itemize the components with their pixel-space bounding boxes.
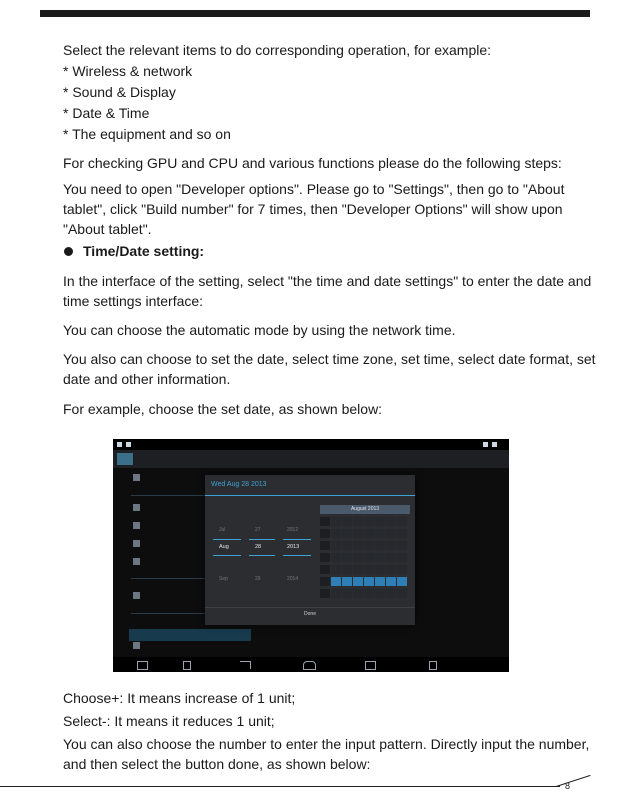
- divider: [205, 607, 415, 608]
- calendar-cell[interactable]: [397, 589, 407, 598]
- calendar-cell[interactable]: [353, 577, 363, 586]
- calendar-cell[interactable]: [342, 541, 352, 550]
- paragraph: In the interface of the setting, select "the time and date settings" to enter the date and time settings interface:: [63, 273, 592, 309]
- calendar-cell[interactable]: [331, 541, 341, 550]
- year-selected[interactable]: 2013: [287, 544, 300, 550]
- date-picker-dialog: [205, 475, 415, 625]
- footer-rule-slant: [556, 775, 591, 787]
- calendar-cell[interactable]: [342, 577, 352, 586]
- calendar-cell[interactable]: [331, 529, 341, 538]
- lock-icon: [133, 522, 140, 529]
- calendar-cell[interactable]: [375, 553, 385, 562]
- developer-options-text: You need to open "Developer options". Please go to "Settings", then go to "About tablet", click "Build number" for 7 times, then "Developer Options" will show upon "About tablet".: [63, 181, 565, 237]
- calendar-cell[interactable]: [386, 577, 396, 586]
- calendar-cell[interactable]: [386, 589, 396, 598]
- calendar-cell[interactable]: [364, 589, 374, 598]
- calendar-cell[interactable]: [397, 553, 407, 562]
- example-item: * The equipment and so on: [63, 126, 231, 142]
- month-next[interactable]: Sep: [219, 576, 228, 582]
- calendar-cell[interactable]: [353, 553, 363, 562]
- wifi-icon: [483, 442, 488, 447]
- calendar-cell[interactable]: [375, 541, 385, 550]
- footer-rule: [0, 786, 560, 787]
- calendar-cell[interactable]: [342, 565, 352, 574]
- divider: [283, 555, 311, 556]
- calendar-cell[interactable]: [320, 541, 330, 550]
- intro-text: Select the relevant items to do corresponding operation, for example:: [63, 42, 492, 58]
- volume-down-icon[interactable]: [183, 661, 191, 670]
- calendar-cell[interactable]: [364, 529, 374, 538]
- page-number: 8: [565, 781, 571, 791]
- year-next[interactable]: 2014: [287, 576, 299, 582]
- paragraph: You also can choose to set the date, select time zone, set time, select date format, set date and other information.: [63, 351, 596, 387]
- divider: [283, 539, 311, 540]
- calendar: [320, 505, 410, 605]
- tablet-screenshot: [113, 439, 509, 672]
- calendar-cell[interactable]: [320, 517, 330, 526]
- calendar-cell[interactable]: [342, 589, 352, 598]
- calendar-cell[interactable]: [331, 517, 341, 526]
- back-icon[interactable]: [240, 661, 251, 669]
- screenshot-icon[interactable]: [137, 661, 148, 670]
- calendar-cell[interactable]: [353, 541, 363, 550]
- calendar-cell[interactable]: [397, 517, 407, 526]
- settings-icon: [117, 453, 133, 465]
- calendar-cell[interactable]: [320, 577, 330, 586]
- paragraph: You can also choose the number to enter the input pattern. Directly input the number, and then select the button done, as shown below:: [63, 736, 590, 772]
- calendar-cell[interactable]: [375, 565, 385, 574]
- notification-icon: [126, 442, 131, 447]
- apps-icon: [133, 474, 140, 481]
- paragraph: Choose+: It means increase of 1 unit;: [63, 690, 296, 706]
- calendar-cell[interactable]: [364, 517, 374, 526]
- divider: [213, 555, 241, 556]
- example-item: * Sound & Display: [63, 84, 176, 100]
- calendar-cell[interactable]: [364, 553, 374, 562]
- calendar-cell[interactable]: [386, 529, 396, 538]
- calendar-cell[interactable]: [397, 577, 407, 586]
- calendar-cell[interactable]: [386, 517, 396, 526]
- divider: [205, 495, 415, 496]
- calendar-cell[interactable]: [397, 565, 407, 574]
- settings-app-bar: [113, 450, 509, 468]
- calendar-cell[interactable]: [386, 553, 396, 562]
- calendar-cell[interactable]: [375, 589, 385, 598]
- location-icon: [133, 504, 140, 511]
- calendar-cell[interactable]: [397, 541, 407, 550]
- calendar-cell[interactable]: [342, 517, 352, 526]
- calendar-cell[interactable]: [320, 565, 330, 574]
- calendar-cell[interactable]: [375, 517, 385, 526]
- day-prev[interactable]: 27: [255, 527, 261, 533]
- header-rule: [40, 10, 590, 17]
- calendar-cell[interactable]: [331, 565, 341, 574]
- bullet-icon: [64, 247, 73, 256]
- calendar-cell[interactable]: [375, 577, 385, 586]
- divider: [213, 539, 241, 540]
- calendar-cell[interactable]: [331, 553, 341, 562]
- paragraph: Select-: It means it reduces 1 unit;: [63, 713, 275, 729]
- calendar-cell[interactable]: [364, 577, 374, 586]
- divider: [249, 539, 275, 540]
- calendar-cell[interactable]: [353, 517, 363, 526]
- divider: [249, 555, 275, 556]
- accessibility-icon: [133, 642, 140, 649]
- sidebar-item-date-time-active[interactable]: [129, 629, 251, 641]
- backup-icon: [133, 558, 140, 565]
- home-icon[interactable]: [303, 661, 316, 670]
- done-button[interactable]: Done: [304, 611, 316, 617]
- notification-icon: [117, 442, 122, 447]
- day-next[interactable]: 29: [255, 576, 261, 582]
- calendar-cell[interactable]: [320, 529, 330, 538]
- calendar-cell[interactable]: [353, 565, 363, 574]
- month-prev[interactable]: Jul: [219, 527, 226, 533]
- calendar-cell[interactable]: [353, 529, 363, 538]
- calendar-cell[interactable]: [353, 589, 363, 598]
- calendar-cell[interactable]: [375, 529, 385, 538]
- month-selected[interactable]: Aug: [219, 544, 229, 550]
- section-heading: Time/Date setting:: [83, 243, 205, 259]
- calendar-month: August 2013: [320, 505, 410, 514]
- calendar-cell[interactable]: [331, 589, 341, 598]
- calendar-cell[interactable]: [386, 565, 396, 574]
- calendar-cell[interactable]: [364, 565, 374, 574]
- calendar-cell[interactable]: [320, 553, 330, 562]
- add-account-icon: [133, 592, 140, 599]
- year-prev[interactable]: 2012: [287, 527, 299, 533]
- calendar-cell[interactable]: [320, 589, 330, 598]
- volume-up-icon[interactable]: [429, 661, 437, 670]
- calendar-cell[interactable]: [342, 553, 352, 562]
- calendar-cell[interactable]: [331, 577, 341, 586]
- language-icon: [133, 540, 140, 547]
- gpu-cpu-text: For checking GPU and CPU and various functions please do the following steps:: [63, 155, 562, 171]
- paragraph: You can choose the automatic mode by using the network time.: [63, 322, 456, 338]
- example-item: * Date & Time: [63, 105, 150, 121]
- status-bar: [113, 439, 509, 450]
- calendar-cell[interactable]: [342, 529, 352, 538]
- calendar-cell[interactable]: [386, 541, 396, 550]
- calendar-cell[interactable]: [364, 541, 374, 550]
- calendar-cell[interactable]: [397, 529, 407, 538]
- dialog-title: Wed Aug 28 2013: [211, 481, 267, 488]
- recent-apps-icon[interactable]: [365, 661, 376, 670]
- navigation-bar: [113, 657, 509, 672]
- day-selected[interactable]: 28: [255, 544, 262, 550]
- battery-icon: [492, 442, 497, 447]
- paragraph: For example, choose the set date, as shown below:: [63, 401, 383, 417]
- example-item: * Wireless & network: [63, 63, 193, 79]
